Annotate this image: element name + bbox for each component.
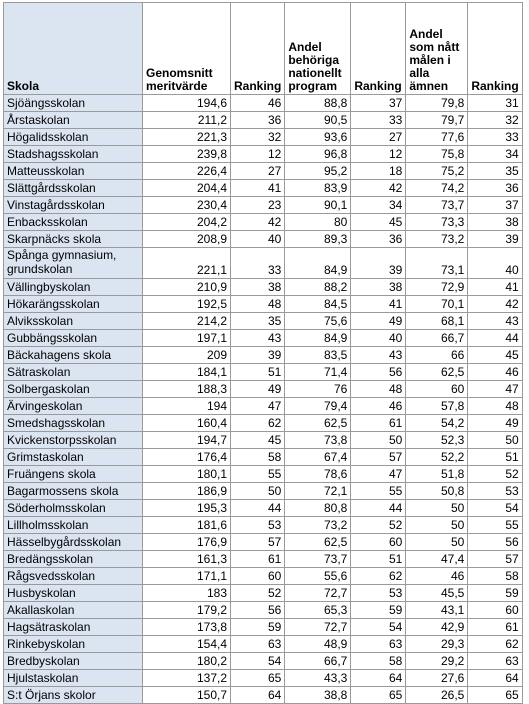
- merit-value: 180,2: [143, 653, 231, 670]
- merit-value: 171,1: [143, 568, 231, 585]
- goals-share: 77,6: [406, 129, 468, 146]
- goals-share: 75,2: [406, 163, 468, 180]
- school-name: Akallaskolan: [4, 602, 143, 619]
- eligible-share: 83,9: [285, 180, 351, 197]
- merit-value: 209: [143, 347, 231, 364]
- merit-value: 211,2: [143, 112, 231, 129]
- eligible-ranking: 54: [351, 619, 406, 636]
- eligible-ranking: 27: [351, 129, 406, 146]
- school-name: Vinstagårdsskolan: [4, 197, 143, 214]
- eligible-share: 71,4: [285, 364, 351, 381]
- eligible-share: 55,6: [285, 568, 351, 585]
- merit-value: 221,3: [143, 129, 231, 146]
- school-name: Husbyskolan: [4, 585, 143, 602]
- eligible-ranking: 48: [351, 381, 406, 398]
- eligible-share: 80,8: [285, 500, 351, 517]
- table-row: [4, 313, 523, 330]
- goals-share: 46: [406, 568, 468, 585]
- table-row: [4, 568, 523, 585]
- merit-ranking: 44: [231, 500, 285, 517]
- table-row: [4, 670, 523, 687]
- eligible-share: 95,2: [285, 163, 351, 180]
- school-name: Matteusskolan: [4, 163, 143, 180]
- school-name: Hagsätraskolan: [4, 619, 143, 636]
- eligible-ranking: 52: [351, 517, 406, 534]
- merit-value: 214,2: [143, 313, 231, 330]
- goals-share: 73,3: [406, 214, 468, 231]
- school-name: S:t Örjans skolor: [4, 687, 143, 704]
- goals-ranking: 45: [468, 347, 522, 364]
- goals-ranking: 63: [468, 653, 522, 670]
- school-name: Slättgårdsskolan: [4, 180, 143, 197]
- school-name: Hässelbygårdsskolan: [4, 534, 143, 551]
- merit-ranking: 39: [231, 347, 285, 364]
- goals-share: 50: [406, 500, 468, 517]
- goals-ranking: 40: [468, 248, 522, 279]
- table-body: [4, 95, 523, 704]
- school-name: Hjulstaskolan: [4, 670, 143, 687]
- table-row: [4, 483, 523, 500]
- goals-ranking: 59: [468, 585, 522, 602]
- eligible-ranking: 46: [351, 398, 406, 415]
- eligible-share: 89,3: [285, 231, 351, 248]
- goals-ranking: 57: [468, 551, 522, 568]
- merit-value: 137,2: [143, 670, 231, 687]
- goals-share: 52,2: [406, 449, 468, 466]
- school-name: Ärvingeskolan: [4, 398, 143, 415]
- table-row: [4, 415, 523, 432]
- table-row: [4, 214, 523, 231]
- merit-ranking: 33: [231, 248, 285, 279]
- eligible-share: 96,8: [285, 146, 351, 163]
- merit-value: 204,2: [143, 214, 231, 231]
- eligible-ranking: 50: [351, 432, 406, 449]
- merit-value: 154,4: [143, 636, 231, 653]
- merit-value: 176,4: [143, 449, 231, 466]
- merit-value: 180,1: [143, 466, 231, 483]
- eligible-ranking: 45: [351, 214, 406, 231]
- eligible-ranking: 62: [351, 568, 406, 585]
- goals-share: 27,6: [406, 670, 468, 687]
- eligible-share: 80: [285, 214, 351, 231]
- school-name: Stadshagsskolan: [4, 146, 143, 163]
- table-row: [4, 449, 523, 466]
- merit-ranking: 32: [231, 129, 285, 146]
- merit-ranking: 35: [231, 313, 285, 330]
- table-row: [4, 534, 523, 551]
- eligible-ranking: 39: [351, 248, 406, 279]
- merit-ranking: 61: [231, 551, 285, 568]
- merit-ranking: 38: [231, 279, 285, 296]
- eligible-ranking: 33: [351, 112, 406, 129]
- eligible-share: 90,1: [285, 197, 351, 214]
- eligible-ranking: 40: [351, 330, 406, 347]
- goals-ranking: 54: [468, 500, 522, 517]
- goals-ranking: 53: [468, 483, 522, 500]
- eligible-share: 43,3: [285, 670, 351, 687]
- eligible-share: 67,4: [285, 449, 351, 466]
- eligible-share: 84,9: [285, 248, 351, 279]
- merit-ranking: 63: [231, 636, 285, 653]
- merit-value: 194,6: [143, 95, 231, 112]
- merit-ranking: 40: [231, 231, 285, 248]
- eligible-ranking: 59: [351, 602, 406, 619]
- table-row: [4, 619, 523, 636]
- table-row: [4, 653, 523, 670]
- eligible-ranking: 49: [351, 313, 406, 330]
- merit-value: 226,4: [143, 163, 231, 180]
- table-row: [4, 146, 523, 163]
- merit-ranking: 41: [231, 180, 285, 197]
- goals-ranking: 36: [468, 180, 522, 197]
- goals-share: 75,8: [406, 146, 468, 163]
- merit-value: 186,9: [143, 483, 231, 500]
- school-name: Smedshagsskolan: [4, 415, 143, 432]
- table-row: [4, 551, 523, 568]
- merit-value: 161,3: [143, 551, 231, 568]
- eligible-ranking: 34: [351, 197, 406, 214]
- eligible-ranking: 60: [351, 534, 406, 551]
- merit-ranking: 48: [231, 296, 285, 313]
- school-name: Sjöängsskolan: [4, 95, 143, 112]
- merit-ranking: 55: [231, 466, 285, 483]
- merit-ranking: 53: [231, 517, 285, 534]
- goals-ranking: 55: [468, 517, 522, 534]
- table-row: [4, 95, 523, 112]
- merit-value: 188,3: [143, 381, 231, 398]
- merit-ranking: 59: [231, 619, 285, 636]
- eligible-ranking: 65: [351, 687, 406, 704]
- merit-ranking: 45: [231, 432, 285, 449]
- eligible-share: 72,7: [285, 585, 351, 602]
- merit-ranking: 43: [231, 330, 285, 347]
- merit-value: 173,8: [143, 619, 231, 636]
- goals-ranking: 52: [468, 466, 522, 483]
- merit-ranking: 42: [231, 214, 285, 231]
- table-row: [4, 279, 523, 296]
- goals-ranking: 33: [468, 129, 522, 146]
- merit-value: 230,4: [143, 197, 231, 214]
- school-name: Vällingbyskolan: [4, 279, 143, 296]
- eligible-share: 84,5: [285, 296, 351, 313]
- school-name: Söderholmsskolan: [4, 500, 143, 517]
- eligible-share: 90,5: [285, 112, 351, 129]
- header-merit: Genomsnitt meritvärde: [143, 3, 231, 95]
- merit-value: 176,9: [143, 534, 231, 551]
- merit-value: 194,7: [143, 432, 231, 449]
- goals-share: 62,5: [406, 364, 468, 381]
- goals-share: 73,7: [406, 197, 468, 214]
- goals-ranking: 46: [468, 364, 522, 381]
- school-name: Gubbängsskolan: [4, 330, 143, 347]
- eligible-ranking: 44: [351, 500, 406, 517]
- eligible-ranking: 63: [351, 636, 406, 653]
- header-ranking-goals: Ranking: [468, 3, 522, 95]
- goals-ranking: 51: [468, 449, 522, 466]
- merit-ranking: 56: [231, 602, 285, 619]
- table-row: [4, 636, 523, 653]
- eligible-share: 72,1: [285, 483, 351, 500]
- merit-ranking: 46: [231, 95, 285, 112]
- goals-ranking: 60: [468, 602, 522, 619]
- goals-ranking: 43: [468, 313, 522, 330]
- eligible-share: 76: [285, 381, 351, 398]
- goals-share: 52,3: [406, 432, 468, 449]
- table-header: [4, 3, 523, 95]
- eligible-share: 73,8: [285, 432, 351, 449]
- header-ranking-merit: Ranking: [231, 3, 285, 95]
- eligible-share: 62,5: [285, 534, 351, 551]
- merit-ranking: 36: [231, 112, 285, 129]
- table-row: [4, 364, 523, 381]
- table-row: [4, 432, 523, 449]
- goals-ranking: 39: [468, 231, 522, 248]
- table-row: [4, 466, 523, 483]
- merit-value: 184,1: [143, 364, 231, 381]
- table-row: [4, 687, 523, 704]
- merit-ranking: 47: [231, 398, 285, 415]
- eligible-ranking: 56: [351, 364, 406, 381]
- merit-ranking: 12: [231, 146, 285, 163]
- goals-ranking: 58: [468, 568, 522, 585]
- table-row: [4, 197, 523, 214]
- table-row: [4, 585, 523, 602]
- goals-share: 60: [406, 381, 468, 398]
- merit-value: 221,1: [143, 248, 231, 279]
- goals-share: 51,8: [406, 466, 468, 483]
- table-row: [4, 330, 523, 347]
- goals-ranking: 56: [468, 534, 522, 551]
- goals-share: 50: [406, 517, 468, 534]
- goals-share: 29,3: [406, 636, 468, 653]
- goals-share: 57,8: [406, 398, 468, 415]
- eligible-share: 93,6: [285, 129, 351, 146]
- merit-ranking: 27: [231, 163, 285, 180]
- merit-value: 192,5: [143, 296, 231, 313]
- header-school: Skola: [4, 3, 143, 95]
- merit-value: 150,7: [143, 687, 231, 704]
- school-name: Bäckahagens skola: [4, 347, 143, 364]
- merit-value: 208,9: [143, 231, 231, 248]
- goals-share: 66,7: [406, 330, 468, 347]
- merit-ranking: 49: [231, 381, 285, 398]
- merit-value: 179,2: [143, 602, 231, 619]
- eligible-share: 66,7: [285, 653, 351, 670]
- school-name: Rågsvedsskolan: [4, 568, 143, 585]
- goals-ranking: 32: [468, 112, 522, 129]
- school-name: Spånga gymnasium, grundskolan: [4, 248, 143, 279]
- merit-value: 204,4: [143, 180, 231, 197]
- merit-value: 210,9: [143, 279, 231, 296]
- merit-ranking: 64: [231, 687, 285, 704]
- school-name: Lillholmsskolan: [4, 517, 143, 534]
- goals-share: 79,7: [406, 112, 468, 129]
- eligible-ranking: 57: [351, 449, 406, 466]
- merit-value: 195,3: [143, 500, 231, 517]
- goals-ranking: 62: [468, 636, 522, 653]
- goals-ranking: 35: [468, 163, 522, 180]
- merit-value: 183: [143, 585, 231, 602]
- header-row: [4, 3, 523, 95]
- goals-ranking: 44: [468, 330, 522, 347]
- school-name: Enbacksskolan: [4, 214, 143, 231]
- header-ranking-eligible: Ranking: [351, 3, 406, 95]
- eligible-ranking: 12: [351, 146, 406, 163]
- eligible-share: 79,4: [285, 398, 351, 415]
- goals-ranking: 37: [468, 197, 522, 214]
- eligible-share: 72,7: [285, 619, 351, 636]
- school-ranking-table: [3, 2, 523, 704]
- table-row: [4, 296, 523, 313]
- merit-ranking: 51: [231, 364, 285, 381]
- goals-share: 42,9: [406, 619, 468, 636]
- merit-ranking: 65: [231, 670, 285, 687]
- goals-share: 43,1: [406, 602, 468, 619]
- goals-ranking: 48: [468, 398, 522, 415]
- merit-value: 194: [143, 398, 231, 415]
- eligible-ranking: 18: [351, 163, 406, 180]
- school-name: Rinkebyskolan: [4, 636, 143, 653]
- goals-share: 50: [406, 534, 468, 551]
- eligible-share: 38,8: [285, 687, 351, 704]
- school-name: Skarpnäcks skola: [4, 231, 143, 248]
- table-row: [4, 381, 523, 398]
- school-name: Grimstaskolan: [4, 449, 143, 466]
- goals-share: 73,2: [406, 231, 468, 248]
- eligible-ranking: 61: [351, 415, 406, 432]
- merit-value: 239,8: [143, 146, 231, 163]
- merit-value: 160,4: [143, 415, 231, 432]
- goals-share: 79,8: [406, 95, 468, 112]
- goals-share: 47,4: [406, 551, 468, 568]
- eligible-share: 75,6: [285, 313, 351, 330]
- school-name: Högalidsskolan: [4, 129, 143, 146]
- eligible-ranking: 51: [351, 551, 406, 568]
- school-name: Årstaskolan: [4, 112, 143, 129]
- table-row: [4, 347, 523, 364]
- table-row: [4, 602, 523, 619]
- eligible-share: 84,9: [285, 330, 351, 347]
- school-name: Hökarängsskolan: [4, 296, 143, 313]
- eligible-share: 48,9: [285, 636, 351, 653]
- eligible-ranking: 43: [351, 347, 406, 364]
- eligible-share: 78,6: [285, 466, 351, 483]
- eligible-ranking: 47: [351, 466, 406, 483]
- eligible-share: 88,8: [285, 95, 351, 112]
- school-name: Bredbyskolan: [4, 653, 143, 670]
- school-name: Bagarmossens skola: [4, 483, 143, 500]
- goals-ranking: 34: [468, 146, 522, 163]
- eligible-ranking: 64: [351, 670, 406, 687]
- goals-share: 72,9: [406, 279, 468, 296]
- table-row: [4, 231, 523, 248]
- goals-share: 26,5: [406, 687, 468, 704]
- eligible-ranking: 41: [351, 296, 406, 313]
- table-row: [4, 180, 523, 197]
- table-row: [4, 398, 523, 415]
- school-name: Sätraskolan: [4, 364, 143, 381]
- goals-share: 54,2: [406, 415, 468, 432]
- merit-ranking: 50: [231, 483, 285, 500]
- table-row: [4, 517, 523, 534]
- goals-share: 68,1: [406, 313, 468, 330]
- school-name: Kvickenstorpsskolan: [4, 432, 143, 449]
- merit-ranking: 54: [231, 653, 285, 670]
- eligible-ranking: 53: [351, 585, 406, 602]
- goals-share: 73,1: [406, 248, 468, 279]
- eligible-ranking: 58: [351, 653, 406, 670]
- goals-ranking: 49: [468, 415, 522, 432]
- table-row: [4, 500, 523, 517]
- goals-share: 29,2: [406, 653, 468, 670]
- merit-ranking: 58: [231, 449, 285, 466]
- school-name: Solbergaskolan: [4, 381, 143, 398]
- header-eligible: Andel behöriga nationellt program: [285, 3, 351, 95]
- eligible-ranking: 42: [351, 180, 406, 197]
- eligible-share: 83,5: [285, 347, 351, 364]
- eligible-share: 88,2: [285, 279, 351, 296]
- goals-share: 45,5: [406, 585, 468, 602]
- merit-ranking: 62: [231, 415, 285, 432]
- goals-ranking: 50: [468, 432, 522, 449]
- table-row: [4, 163, 523, 180]
- goals-ranking: 41: [468, 279, 522, 296]
- goals-share: 66: [406, 347, 468, 364]
- eligible-share: 62,5: [285, 415, 351, 432]
- goals-ranking: 47: [468, 381, 522, 398]
- eligible-ranking: 55: [351, 483, 406, 500]
- goals-share: 74,2: [406, 180, 468, 197]
- eligible-ranking: 37: [351, 95, 406, 112]
- goals-ranking: 38: [468, 214, 522, 231]
- merit-ranking: 23: [231, 197, 285, 214]
- school-name: Fruängens skola: [4, 466, 143, 483]
- header-goals: Andel som nått målen i alla ämnen: [406, 3, 468, 95]
- merit-ranking: 60: [231, 568, 285, 585]
- merit-value: 197,1: [143, 330, 231, 347]
- goals-share: 70,1: [406, 296, 468, 313]
- eligible-ranking: 36: [351, 231, 406, 248]
- goals-ranking: 31: [468, 95, 522, 112]
- table-row: [4, 129, 523, 146]
- merit-ranking: 57: [231, 534, 285, 551]
- merit-value: 181,6: [143, 517, 231, 534]
- school-name: Bredängsskolan: [4, 551, 143, 568]
- eligible-share: 65,3: [285, 602, 351, 619]
- goals-ranking: 64: [468, 670, 522, 687]
- eligible-share: 73,2: [285, 517, 351, 534]
- school-name: Alviksskolan: [4, 313, 143, 330]
- table-row: [4, 112, 523, 129]
- goals-ranking: 42: [468, 296, 522, 313]
- goals-ranking: 65: [468, 687, 522, 704]
- eligible-ranking: 38: [351, 279, 406, 296]
- goals-ranking: 61: [468, 619, 522, 636]
- table-row: [4, 248, 523, 279]
- goals-share: 50,8: [406, 483, 468, 500]
- merit-ranking: 52: [231, 585, 285, 602]
- eligible-share: 73,7: [285, 551, 351, 568]
